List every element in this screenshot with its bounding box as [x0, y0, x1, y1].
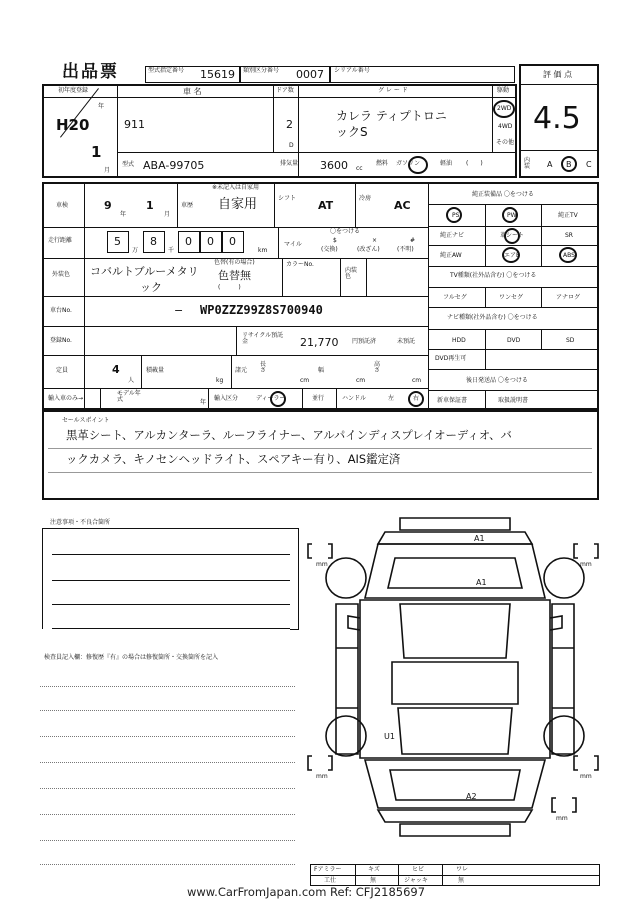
legend-header-1: Fアミラー	[314, 866, 342, 873]
fuel-value: ガソリン	[396, 160, 421, 167]
mileage-unit-km: km	[258, 247, 268, 254]
mileage-digit-4: 0	[207, 235, 214, 248]
equip-leather: 革シート	[500, 232, 525, 239]
mileage-digit-2: 8	[150, 235, 157, 248]
inspector-label: 検査員記入欄：修復歴『有』の場合は修復箇所・交換箇所を記入	[44, 654, 219, 661]
notes-label: 注意事項・不良合箇所	[50, 519, 111, 526]
tv-opt-analog: アナログ	[556, 294, 581, 301]
navi-opt-hdd: HDD	[452, 337, 466, 344]
doors-value: 2	[286, 118, 293, 131]
color-value-2: ック	[140, 281, 162, 294]
model-label: 型式	[122, 161, 135, 168]
equip-tv: 純正TV	[558, 212, 578, 219]
reg-year-unit: 年	[98, 103, 105, 110]
recycle-label: リサイクル預託金	[242, 332, 284, 345]
mileage-digit-1: 5	[114, 235, 121, 248]
first-reg-label: 初年度登録	[58, 87, 89, 94]
header-field-2-value: 0007	[296, 68, 324, 81]
grade-value-2: ックS	[336, 125, 368, 139]
page-title: 出品票	[62, 62, 119, 82]
mileage-unit-man: 万	[132, 247, 139, 254]
equip-abs: ABS	[563, 252, 575, 259]
fuel-label: 燃料	[376, 160, 389, 167]
car-name-value: 911	[124, 118, 145, 131]
diesel-label: 軽油	[440, 160, 453, 167]
score-label: 評 価 点	[543, 70, 573, 79]
legend-header-3: ヒビ	[412, 866, 425, 873]
header-field-1-value: 15619	[200, 68, 235, 81]
after-header: 後日発送品 〇をつける	[466, 377, 528, 384]
capacity-unit: 人	[128, 377, 135, 384]
grade-value-1: カレラ ティプトロニ	[336, 109, 447, 123]
shift-label: シフト	[278, 195, 297, 202]
interior-opt-b: B	[566, 160, 572, 169]
vin-dash: −	[174, 304, 184, 317]
mileage-opt3-mark: #	[410, 237, 416, 244]
mileage-opt1-label: (交換)	[321, 246, 338, 253]
import-only-label: 輸入車のみ→	[48, 395, 84, 402]
legend-value-3: ジャッキ	[404, 877, 428, 884]
capacity-label: 定員	[56, 367, 69, 374]
interior-b-circle-icon	[561, 156, 577, 172]
inspection-label: 車検	[56, 202, 69, 209]
reg-year: H20	[56, 116, 90, 134]
vin-value: WP0ZZZ99Z8S700940	[200, 303, 323, 317]
width-label: 幅	[318, 367, 325, 374]
color-change-label: 色替(有の場合)	[214, 259, 255, 266]
capacity-value: 4	[112, 363, 120, 376]
length-label: 長さ	[260, 361, 267, 374]
reg-month-unit: 月	[104, 167, 111, 174]
model-year-label: モデル年式	[117, 390, 141, 403]
after-manual: 取扱説明書	[498, 397, 529, 404]
grade-label: グ レ ー ド	[378, 87, 408, 94]
mm-label-rr: mm	[580, 773, 592, 780]
equip-aw: 純正AW	[440, 252, 462, 259]
interior-opt-a: A	[547, 160, 553, 169]
displacement-unit: cc	[356, 165, 363, 172]
score-value: 4.5	[533, 101, 581, 136]
equipment-header: 純正装備品 〇をつける	[472, 191, 534, 198]
equip-airbag: エアB	[504, 252, 521, 259]
mm-label-fr: mm	[580, 561, 592, 568]
damage-mark-front: A1	[474, 534, 485, 543]
mileage-opt1-mark: $	[333, 237, 337, 244]
navi-dvd-play: DVD再生可	[435, 355, 467, 362]
import-type-label: 輸入区分	[214, 395, 239, 402]
equip-leather-circle-icon	[504, 228, 520, 244]
equip-sr: SR	[565, 232, 573, 239]
doors-label: ドア数	[276, 87, 294, 94]
history-note: ※未記入は自家用	[212, 184, 260, 191]
legend-value-1: 工仕	[324, 877, 337, 884]
inspection-year-unit: 年	[120, 211, 127, 218]
color-change-value: 色替無	[218, 269, 251, 282]
length-cm: cm	[300, 377, 310, 384]
navi-opt-dvd: DVD	[507, 337, 521, 344]
load-unit: kg	[216, 377, 224, 384]
color-change-paren: ( )	[218, 284, 241, 291]
equip-pw: PW	[507, 212, 517, 219]
mm-label-rear: mm	[556, 815, 568, 822]
sales-points-line2: ックカメラ、キノセンヘッドライト、スペアキー有り、AIS鑑定済	[66, 452, 401, 466]
interior-color-label: 内装色	[345, 267, 358, 280]
import-type-value: ディーラー	[256, 395, 286, 402]
model-value: ABA-99705	[143, 159, 205, 172]
equip-ps-circle-icon	[446, 207, 462, 223]
equip-airbag-circle-icon	[502, 247, 520, 263]
car-name-label: 車 名	[183, 87, 202, 96]
header-field-2-label: 類別区分番号	[243, 67, 280, 74]
inspection-month-unit: 月	[164, 211, 171, 218]
equip-pw-circle-icon	[502, 207, 518, 223]
sales-points-line1: 黒革シート、アルカンターラ、ルーフライナー、アルパインディスプレイオーディオ、バ	[66, 428, 512, 442]
doors-unit: D	[289, 142, 294, 149]
mileage-digit-3: 0	[185, 235, 192, 248]
legend-header-4: ワレ	[456, 866, 469, 873]
import-dealer-circle-icon	[270, 391, 286, 407]
tv-header: TV種類(社外品含む) 〇をつける	[450, 272, 537, 279]
legend-header-2: キズ	[368, 866, 380, 873]
equip-navi: 純正ナビ	[440, 232, 465, 239]
header-field-1-label: 型式指定番号	[148, 67, 185, 74]
tv-opt-full: フルセグ	[443, 294, 467, 301]
load-label: 積載量	[146, 367, 165, 374]
recycle-value: 21,770	[300, 336, 339, 349]
handle-left: 左	[388, 395, 395, 402]
notes-bracket	[42, 528, 299, 629]
mileage-unit-sen: 千	[168, 247, 175, 254]
navi-header: ナビ種類(社外品含む) 〇をつける	[447, 314, 538, 321]
handle-right: 右	[413, 395, 420, 402]
legend-value-2: 無	[370, 877, 377, 884]
sales-points-label: セールスポイント	[62, 417, 110, 424]
damage-mark-rear: A2	[466, 792, 477, 801]
handle-label: ハンドル	[342, 395, 367, 402]
shift-value: AT	[318, 199, 334, 212]
mile-label: マイル	[284, 241, 302, 248]
damage-mark-side: U1	[384, 732, 395, 741]
recycle-unit: 円預託済	[352, 338, 377, 345]
damage-mark-hood: A1	[476, 578, 487, 587]
tv-opt-one: ワンセグ	[499, 294, 524, 301]
parallel-label: 並行	[312, 395, 325, 402]
handle-right-circle-icon	[408, 391, 424, 407]
height-label: 高さ	[374, 361, 381, 374]
ac-value: AC	[394, 199, 411, 212]
history-value: 自家用	[218, 197, 258, 212]
navi-opt-sd: SD	[566, 337, 575, 344]
inspection-month: 1	[146, 199, 154, 212]
dims-label: 諸元	[235, 367, 248, 374]
mileage-opt2-label: (改ざん)	[357, 246, 380, 253]
after-warranty: 新車保証書	[437, 397, 468, 404]
color-value-1: コバルトブルーメタリ	[90, 265, 199, 278]
color-label: 外装色	[52, 271, 71, 278]
footer-watermark: www.CarFromJapan.com Ref: CFJ2185697	[187, 885, 426, 899]
model-year-unit: 年	[200, 399, 207, 406]
width-cm: cm	[356, 377, 366, 384]
mm-label-fl: mm	[316, 561, 328, 568]
equip-ps: PS	[452, 212, 460, 219]
diesel-paren: ( )	[466, 160, 483, 167]
drive-2wd-circle-icon	[493, 100, 515, 118]
history-label: 車歴	[181, 202, 194, 209]
ac-label: 冷房	[359, 195, 372, 202]
mileage-circle-note: 〇をつける	[330, 228, 361, 235]
vin-label: 車台No.	[50, 307, 72, 314]
legend-value-4: 無	[458, 877, 465, 884]
car-diagram	[300, 508, 610, 848]
reg-no-label: 登録No.	[50, 337, 72, 344]
drive-label: 駆動	[497, 87, 510, 94]
header-serial-label: シリアル番号	[334, 67, 370, 74]
interior-opt-c: C	[586, 160, 592, 169]
height-cm: cm	[412, 377, 422, 384]
drive-opt-other: その他	[496, 139, 515, 146]
reg-month: 1	[91, 143, 102, 161]
interior-label: 内装	[524, 157, 531, 170]
fuel-circle-icon	[408, 156, 428, 174]
color-code-label: カラーNo.	[286, 261, 314, 268]
recycle-status: 未預託	[397, 338, 416, 345]
mileage-opt3-label: (不明)	[397, 246, 414, 253]
mm-label-rl: mm	[316, 773, 328, 780]
mileage-digit-5: 0	[229, 235, 236, 248]
drive-opt-2wd: 2WD	[497, 105, 512, 112]
drive-opt-4wd: 4WD	[498, 123, 513, 130]
mileage-label: 走行距離	[48, 237, 73, 244]
mileage-opt2-mark: ×	[372, 237, 378, 244]
displacement-label: 排気量	[280, 160, 299, 167]
displacement-value: 3600	[320, 159, 348, 172]
inspection-year: 9	[104, 199, 112, 212]
equip-abs-circle-icon	[559, 247, 577, 263]
